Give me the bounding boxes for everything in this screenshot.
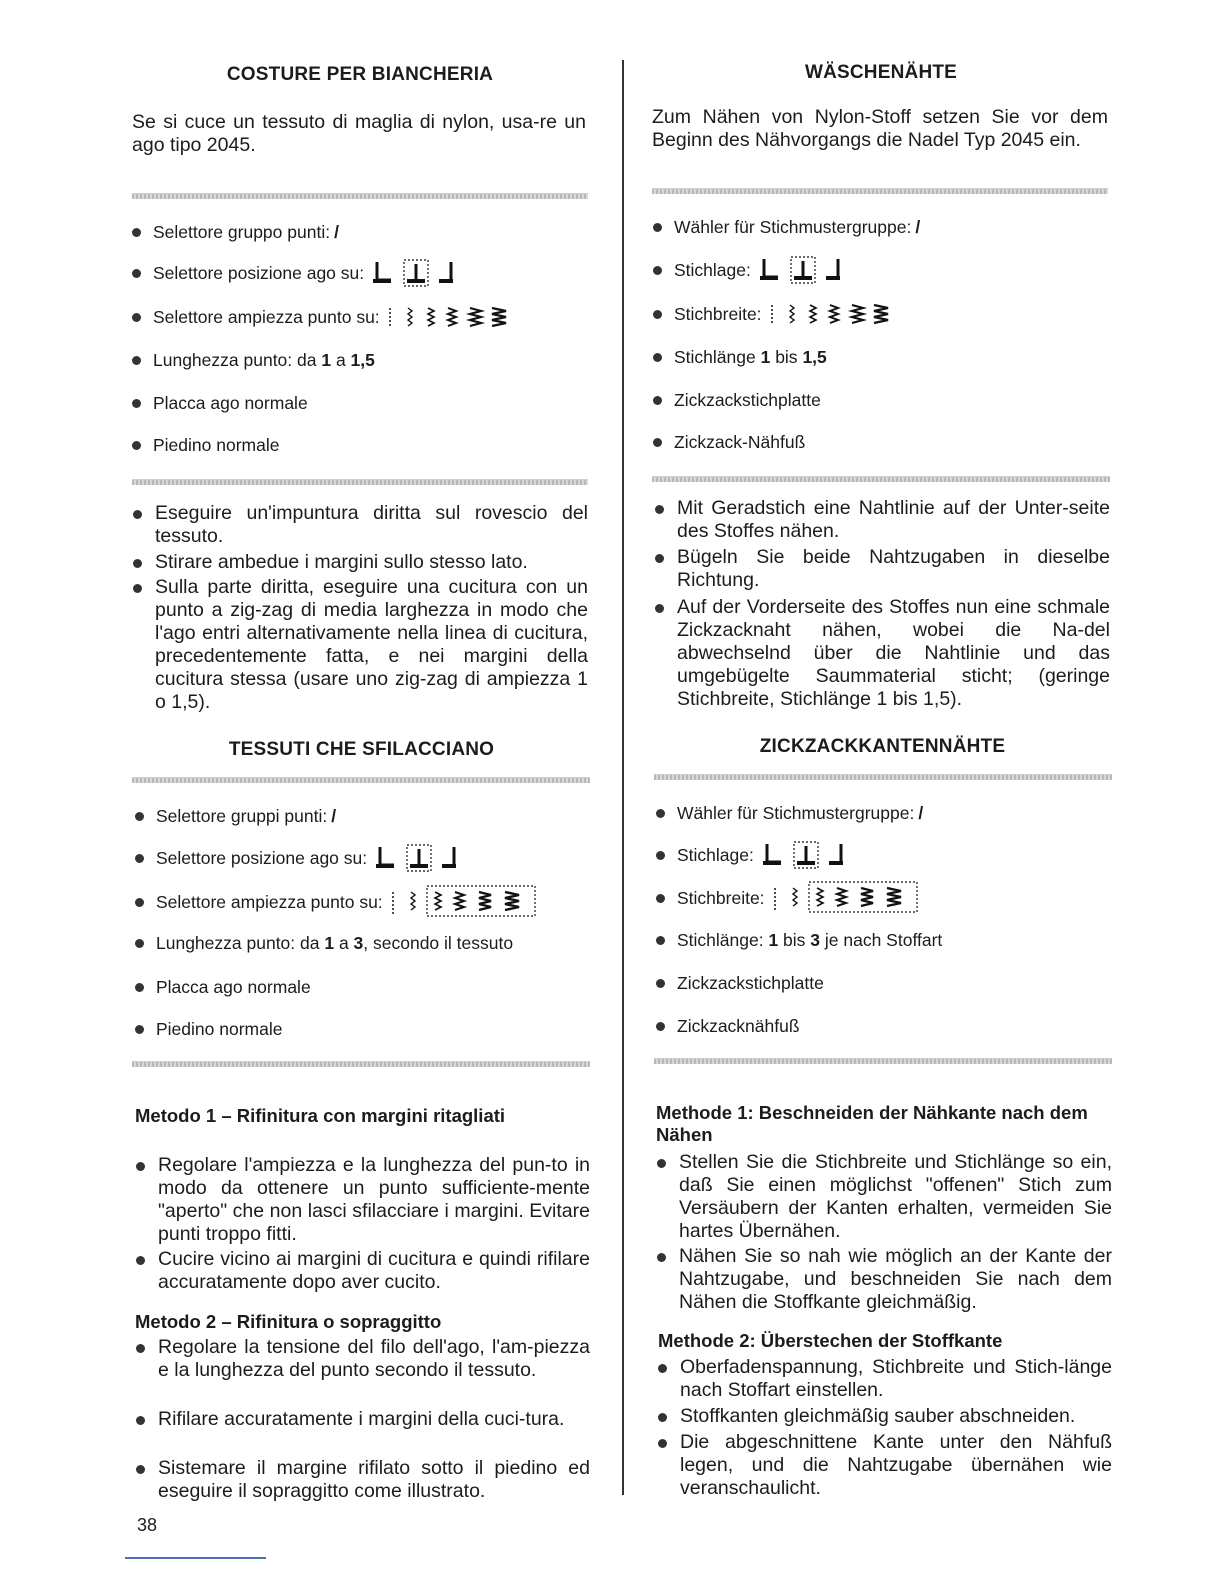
bullet-icon: [656, 809, 665, 818]
bullet-icon: [653, 223, 662, 232]
step-text: Die abgeschnittene Kante unter den Nähfuß legen, und die Nahtzugabe übernähen wie veranschaulicht.: [680, 1431, 1112, 1499]
setting-length-it-2: [135, 933, 513, 954]
divider: [654, 774, 1112, 780]
needle-position-icon: [370, 258, 462, 288]
method2-step-de-2: [680, 1405, 1112, 1428]
step-it-2: [155, 551, 588, 574]
value: 1,5: [350, 350, 375, 370]
step-text: Cucire vicino ai margini di cucitura e quindi rifilare accuratamente dopo aver cucito.: [158, 1248, 590, 1293]
bullet-icon: [656, 979, 665, 988]
step-text: Stellen Sie die Stichbreite und Stichlänge so ein, daß Sie einen möglichst "offenen" Stich zum Versäubern der Kanten erhalten, vermeiden Sie hartes Übernähen.: [679, 1151, 1112, 1242]
setting-group-de: [653, 217, 920, 238]
bullet-icon: [656, 936, 665, 945]
divider: [132, 777, 590, 783]
value: /: [331, 806, 337, 826]
method2-step-it-3: [158, 1457, 590, 1503]
label: Placca ago normale: [156, 977, 311, 997]
setting-length-de-2: [656, 930, 942, 951]
label: Selettore gruppo punti:: [153, 222, 331, 242]
setting-position-it: [132, 258, 462, 288]
divider: [132, 1061, 590, 1067]
divider: [652, 188, 1108, 194]
setting-width-de: [653, 297, 898, 331]
bullet-icon: [136, 1344, 145, 1353]
method1-title-de: Methode 1: Beschneiden der Nähkante nach dem Nähen: [656, 1102, 1088, 1145]
bullet-icon: [653, 266, 662, 275]
setting-foot-it-2: [135, 1019, 282, 1040]
setting-position-de: [653, 255, 849, 285]
step-text: Eseguire un'impuntura diritta sul rovescio del tessuto.: [155, 502, 588, 547]
bullet-icon: [653, 438, 662, 447]
method1-step-de-1: [679, 1151, 1112, 1243]
step-text: Stoffkanten gleichmäßig sauber abschneiden.: [680, 1405, 1076, 1427]
setting-group-it-2: [135, 806, 336, 827]
label: Stichlage:: [674, 259, 751, 280]
bullet-icon: [656, 851, 665, 860]
label: bis: [778, 930, 811, 950]
step-de-1: [677, 497, 1110, 543]
step-de-3: [677, 596, 1110, 711]
step-text: Nähen Sie so nah wie möglich an der Kante der Nahtzugabe, und beschneiden Sie nach dem Nähen die Stoffkante gleichmäßig.: [679, 1245, 1112, 1313]
bullet-icon: [655, 604, 664, 613]
heading-waeschenaehte: WÄSCHENÄHTE: [804, 62, 958, 83]
setting-plate-it: [132, 393, 308, 414]
step-text: Auf der Vorderseite des Stoffes nun eine schmale Zickzacknaht nähen, wobei die Na-del abwechselnd über die Nahtlinie und das umgebügelte Saummaterial sticht; (geringe Stichbreite, Stichlänge 1 bis 1,5).: [677, 596, 1110, 710]
label: Selettore gruppi punti:: [156, 806, 328, 826]
method2-step-de-3: [680, 1431, 1112, 1500]
step-text: Oberfadenspannung, Stichbreite und Stich-länge nach Stoffart einstellen.: [680, 1356, 1112, 1401]
setting-length-de: [653, 347, 827, 368]
label: je nach Stoffart: [820, 930, 943, 950]
bullet-icon: [135, 983, 144, 992]
value: /: [915, 217, 921, 237]
label: Piedino normale: [156, 1019, 283, 1039]
label: a: [331, 350, 351, 370]
bullet-icon: [658, 1413, 667, 1422]
value: /: [334, 222, 339, 242]
bullet-icon: [653, 396, 662, 405]
setting-position-it-2: [135, 843, 465, 873]
divider: [652, 476, 1110, 482]
method1-title-it: Metodo 1 – Rifinitura con margini ritagliati: [135, 1105, 506, 1126]
step-text: Bügeln Sie beide Nahtzugaben in dieselbe Richtung.: [677, 546, 1110, 591]
bullet-icon: [658, 1364, 667, 1373]
bullet-icon: [135, 898, 144, 907]
bullet-icon: [136, 1416, 145, 1425]
needle-position-icon: [373, 843, 465, 873]
method1-step-it-2: [158, 1248, 590, 1294]
label: Selettore ampiezza punto su:: [156, 891, 383, 912]
method2-step-it-2: [158, 1408, 590, 1431]
bullet-icon: [133, 510, 142, 519]
bullet-icon: [653, 310, 662, 319]
stitch-width-icon: [386, 300, 516, 334]
step-text: Regolare la tensione del filo dell'ago, l'am-piezza e la lunghezza del punto secondo il tessuto.: [158, 1336, 590, 1381]
stitch-width-icon: [768, 297, 898, 331]
value: 1: [768, 930, 779, 950]
bullet-icon: [135, 812, 144, 821]
bullet-icon: [135, 1025, 144, 1034]
label: Stichlänge: [674, 347, 761, 367]
value: 3: [810, 930, 821, 950]
step-it-1: [155, 502, 588, 548]
setting-length-it: [132, 350, 375, 371]
value: 1: [760, 347, 771, 367]
bullet-icon: [133, 584, 142, 593]
intro-text-de: Zum Nähen von Nylon-Stoff setzen Sie vor dem Beginn des Nähvorgangs die Nadel Typ 2045 ein.: [652, 106, 1108, 151]
value: 1: [324, 933, 335, 953]
heading-zickzackkantennaehte: ZICKZACKKANTENNÄHTE: [759, 736, 1006, 757]
label: , secondo il tessuto: [363, 933, 514, 953]
intro-text-it: Se si cuce un tessuto di maglia di nylon, usa-re un ago tipo 2045.: [132, 111, 586, 156]
bullet-icon: [132, 228, 141, 237]
setting-plate-de-2: [656, 973, 824, 994]
divider: [132, 479, 588, 485]
bullet-icon: [656, 1022, 665, 1031]
bullet-icon: [132, 356, 141, 365]
method2-title-it: Metodo 2 – Rifinitura o sopraggitto: [135, 1311, 442, 1332]
bullet-icon: [656, 894, 665, 903]
label: Lunghezza punto: da: [153, 350, 322, 370]
bullet-icon: [657, 1253, 666, 1262]
label: Zickzackstichplatte: [674, 390, 821, 410]
column-divider: [622, 60, 624, 1495]
bullet-icon: [136, 1256, 145, 1265]
bullet-icon: [658, 1439, 667, 1448]
setting-group-it: [132, 222, 339, 243]
bullet-icon: [132, 269, 141, 278]
label: Wähler für Stichmustergruppe:: [677, 803, 915, 823]
step-text: Rifilare accuratamente i margini della cuci-tura.: [158, 1408, 565, 1430]
value: 1,5: [802, 347, 827, 367]
label: Selettore posizione ago su:: [153, 262, 365, 283]
heading-costure-biancheria: COSTURE PER BIANCHERIA: [226, 64, 494, 85]
bullet-icon: [132, 441, 141, 450]
setting-foot-de-2: [656, 1016, 800, 1037]
method2-step-it-1: [158, 1336, 590, 1382]
bullet-icon: [136, 1162, 145, 1171]
setting-width-it: [132, 300, 516, 334]
bullet-icon: [653, 353, 662, 362]
bullet-icon: [132, 313, 141, 322]
method2-title-de: Methode 2: Überstechen der Stoffkante: [658, 1330, 1003, 1351]
label: bis: [770, 347, 803, 367]
label: Placca ago normale: [153, 393, 308, 413]
heading-tessuti-sfilacciano: TESSUTI CHE SFILACCIANO: [228, 739, 495, 760]
step-text: Sistemare il margine rifilato sotto il piedino ed eseguire il sopraggitto come illustrato.: [158, 1457, 590, 1502]
bullet-icon: [132, 399, 141, 408]
page-number: 38: [137, 1515, 158, 1535]
divider: [654, 1058, 1112, 1064]
label: Wähler für Stichmustergruppe:: [674, 217, 912, 237]
needle-position-icon: [760, 840, 852, 870]
needle-position-icon: [757, 255, 849, 285]
bullet-icon: [136, 1465, 145, 1474]
bullet-icon: [135, 939, 144, 948]
label: a: [334, 933, 354, 953]
bullet-icon: [655, 505, 664, 514]
value: /: [918, 803, 924, 823]
label: Zickzacknähfuß: [677, 1016, 800, 1036]
setting-position-de-2: [656, 840, 852, 870]
setting-plate-de: [653, 390, 821, 411]
setting-foot-it: [132, 435, 279, 456]
step-text: Mit Geradstich eine Nahtlinie auf der Unter-seite des Stoffes nähen.: [677, 497, 1110, 542]
step-it-3: [155, 576, 588, 714]
setting-width-de-2: [656, 880, 921, 916]
label: Zickzack-Nähfuß: [674, 432, 806, 452]
bullet-icon: [657, 1159, 666, 1168]
divider: [132, 193, 588, 199]
step-text: Regolare l'ampiezza e la lunghezza del pun-to in modo da ottenere un punto sufficiente-mente "aperto" che non lasci sfilacciare i margini. Evitare punti troppo fitti.: [158, 1154, 590, 1245]
setting-plate-it-2: [135, 977, 311, 998]
label: Piedino normale: [153, 435, 280, 455]
setting-foot-de: [653, 432, 805, 453]
label: Lunghezza punto: da: [156, 933, 325, 953]
setting-width-it-2: [135, 884, 539, 920]
label: Stichlage:: [677, 844, 754, 865]
label: Selettore ampiezza punto su:: [153, 306, 380, 327]
method2-step-de-1: [680, 1356, 1112, 1402]
label: Stichbreite:: [677, 887, 765, 908]
stitch-width-icon: [771, 880, 921, 916]
label: Stichbreite:: [674, 303, 762, 324]
value: 3: [353, 933, 364, 953]
value: 1: [321, 350, 332, 370]
bullet-icon: [133, 559, 142, 568]
step-text: Sulla parte diritta, eseguire una cucitura con un punto a zig-zag di media larghezza in modo che l'ago entri alternativamente nella linea di cucitura, precedentemente fatta, e nei margini della cucitura stessa (usare uno zig-zag di ampiezza 1 o 1,5).: [155, 576, 588, 713]
footer-rule: [125, 1557, 266, 1559]
step-de-2: [677, 546, 1110, 592]
setting-group-de-2: [656, 803, 923, 824]
label: Stichlänge:: [677, 930, 769, 950]
stitch-width-icon: [389, 884, 539, 920]
bullet-icon: [655, 554, 664, 563]
bullet-icon: [135, 854, 144, 863]
method1-step-de-2: [679, 1245, 1112, 1314]
method1-step-it-1: [158, 1154, 590, 1246]
label: Zickzackstichplatte: [677, 973, 824, 993]
step-text: Stirare ambedue i margini sullo stesso lato.: [155, 551, 528, 573]
label: Selettore posizione ago su:: [156, 847, 368, 868]
